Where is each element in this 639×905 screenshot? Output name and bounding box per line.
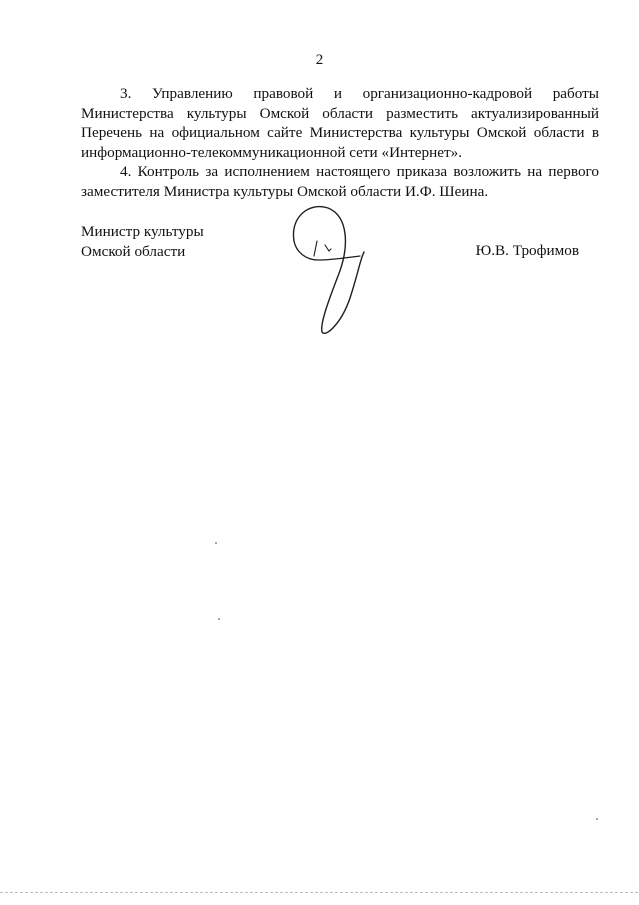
signer-name: Ю.В. Трофимов: [475, 242, 579, 259]
document-body: [81, 84, 599, 201]
signatory-title: [81, 222, 204, 261]
scan-speck: [596, 818, 598, 820]
scan-edge-line: [0, 892, 639, 893]
paragraph-3: 3. Управлению правовой и организационно-кадровой работы Министерства культуры Омской области разместить актуализированный Перечень на официальном сайте Министерства культуры Омской области в информационно-телекоммуникационной сети «Интернет».: [81, 85, 599, 161]
scan-speck: [218, 618, 220, 620]
paragraph-4: 4. Контроль за исполнением настоящего приказа возложить на первого заместителя Министра культуры Омской области И.Ф. Шеина.: [81, 163, 599, 200]
scan-speck: [215, 542, 217, 544]
signatory-title-line-2: Омской области: [81, 242, 186, 260]
signatory-title-line-1: Министр культуры: [81, 223, 204, 240]
handwritten-signature: [280, 198, 380, 348]
page-number: 2: [315, 52, 324, 68]
